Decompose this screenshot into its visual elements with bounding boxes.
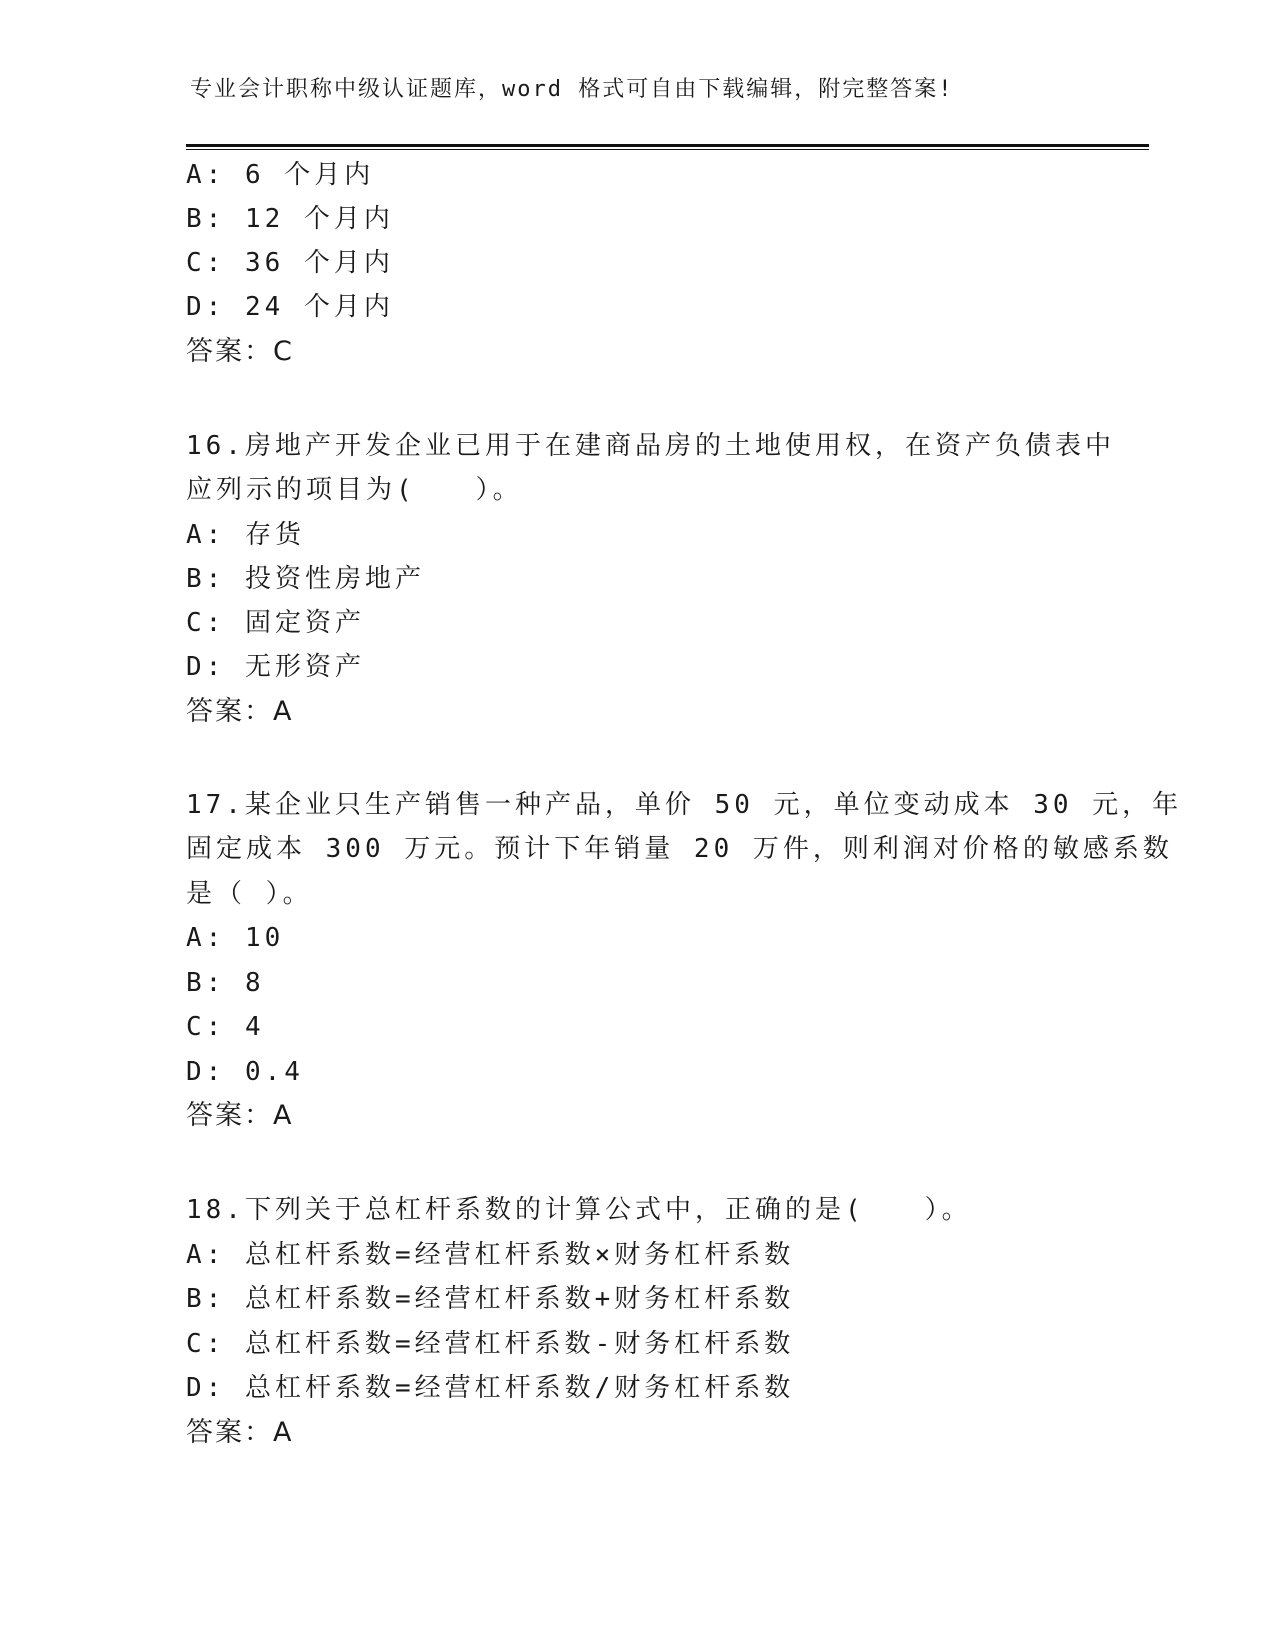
q15-answer: 答案：C [186, 336, 294, 367]
q17-option-c: C: 4 [186, 1012, 265, 1042]
q16-option-b: B: 投资性房地产 [186, 564, 425, 594]
q18-option-d: D: 总杠杆系数=经营杠杆系数/财务杠杆系数 [186, 1373, 795, 1403]
q16-option-c: C: 固定资产 [186, 608, 365, 638]
q17-option-b: B: 8 [186, 968, 265, 998]
q17-stem-line-3: 是（ ）。 [186, 879, 313, 909]
q18-option-b: B: 总杠杆系数=经营杠杆系数+财务杠杆系数 [186, 1284, 795, 1314]
page-header: 专业会计职称中级认证题库，word 格式可自由下载编辑，附完整答案! [190, 77, 954, 102]
q17-answer: 答案：A [186, 1100, 294, 1131]
q18-option-a: A: 总杠杆系数=经营杠杆系数×财务杠杆系数 [186, 1240, 795, 1270]
q16-stem-line-2: 应列示的项目为( ）。 [186, 475, 523, 505]
q16-answer: 答案：A [186, 696, 294, 727]
q18-stem-line-1: 18.下列关于总杠杆系数的计算公式中，正确的是( ）。 [186, 1195, 972, 1225]
q15-option-b: B: 12 个月内 [186, 204, 394, 234]
header-divider-thick [186, 144, 1149, 147]
q17-stem-line-1: 17.某企业只生产销售一种产品，单价 50 元，单位变动成本 30 元，年 [186, 790, 1183, 820]
q15-option-d: D: 24 个月内 [186, 292, 394, 322]
q16-option-a: A: 存货 [186, 520, 305, 550]
q17-option-d: D: 0.4 [186, 1057, 304, 1087]
q16-stem-line-1: 16.房地产开发企业已用于在建商品房的土地使用权，在资产负债表中 [186, 431, 1115, 461]
header-divider-thin [186, 149, 1149, 150]
q18-answer: 答案：A [186, 1417, 294, 1448]
q15-option-c: C: 36 个月内 [186, 248, 394, 278]
q15-option-a: A: 6 个月内 [186, 160, 375, 190]
q16-option-d: D: 无形资产 [186, 652, 365, 682]
q17-stem-line-2: 固定成本 300 万元。预计下年销量 20 万件，则利润对价格的敏感系数 [186, 834, 1173, 864]
q18-option-c: C: 总杠杆系数=经营杠杆系数-财务杠杆系数 [186, 1329, 795, 1359]
q17-option-a: A: 10 [186, 923, 285, 953]
